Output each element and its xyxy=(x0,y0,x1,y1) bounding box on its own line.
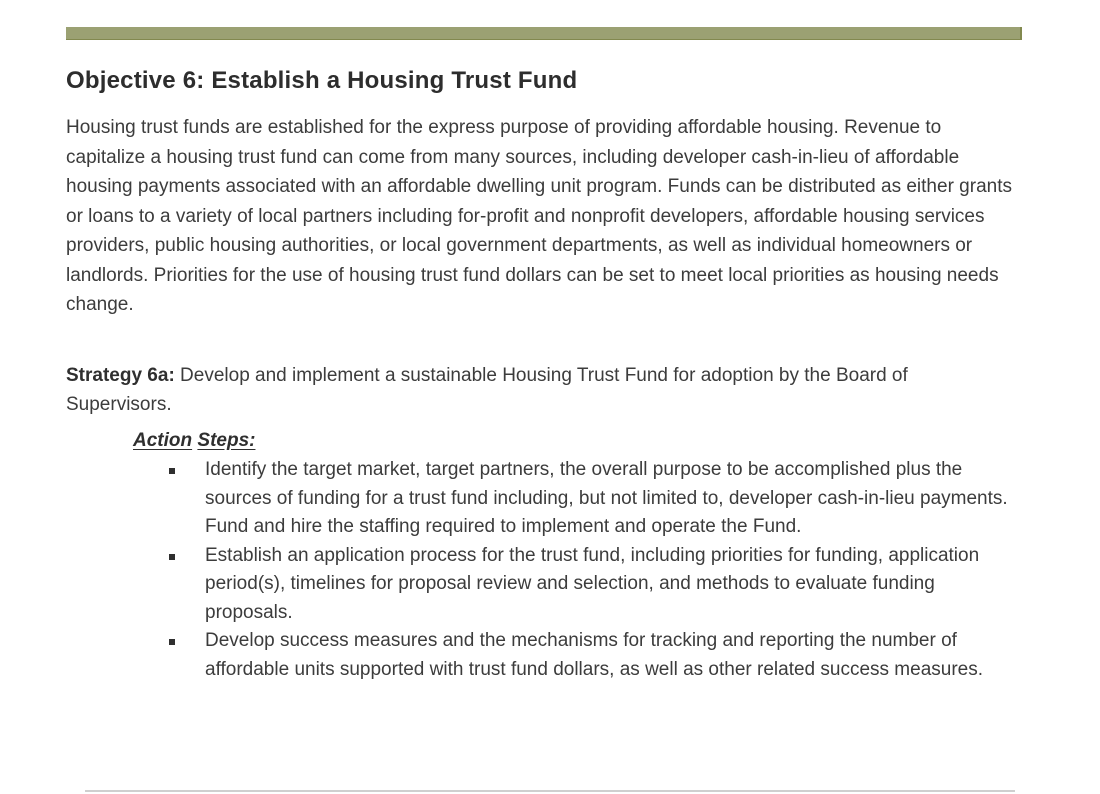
action-steps-list xyxy=(133,456,1016,684)
action-steps-heading xyxy=(133,426,1016,456)
list-item xyxy=(133,627,1016,684)
bottom-divider xyxy=(85,790,1015,792)
action-step-text: Establish an application process for the trust fund, including priorities for funding, application period(s), timelines for proposal review and selection, and methods to evaluate funding proposals. xyxy=(205,544,980,623)
accent-bar xyxy=(66,27,1022,40)
list-item xyxy=(133,456,1016,542)
square-bullet-icon xyxy=(169,468,175,474)
action-steps-section xyxy=(133,426,1016,685)
square-bullet-icon xyxy=(169,639,175,645)
list-item xyxy=(133,542,1016,628)
strategy-text: Develop and implement a sustainable Housing Trust Fund for adoption by the Board of Supervisors. xyxy=(66,364,908,415)
action-steps-heading-word-2: Steps: xyxy=(197,429,256,451)
action-step-text: Identify the target market, target partners, the overall purpose to be accomplished plus the sources of funding for a trust fund including, but not limited to, developer cash-in-lieu payments. Fund and hire the staffing required to implement and operate the Fund. xyxy=(205,459,1008,537)
strategy-label: Strategy 6a: xyxy=(66,364,175,386)
intro-paragraph: Housing trust funds are established for the express purpose of providing affordable housing. Revenue to capitalize a housing trust fund can come from many sources, including developer cash-in-lieu of affordable housing payments associated with an affordable dwelling unit program. Funds can be distributed as either grants or loans to a variety of local partners including for-profit and nonprofit developers, affordable housing services providers, public housing authorities, or local government departments, as well as individual homeowners or landlords. Priorities for the use of housing trust fund dollars can be set to meet local priorities as housing needs change. xyxy=(66,117,1012,315)
action-step-text: Develop success measures and the mechanisms for tracking and reporting the number of affordable units supported with trust fund dollars, as well as other related success measures. xyxy=(205,630,983,680)
strategy-paragraph xyxy=(66,361,1016,420)
action-steps-heading-word-1: Action xyxy=(133,429,193,451)
square-bullet-icon xyxy=(169,554,175,560)
page-title: Objective 6: Establish a Housing Trust Fund xyxy=(66,67,578,94)
